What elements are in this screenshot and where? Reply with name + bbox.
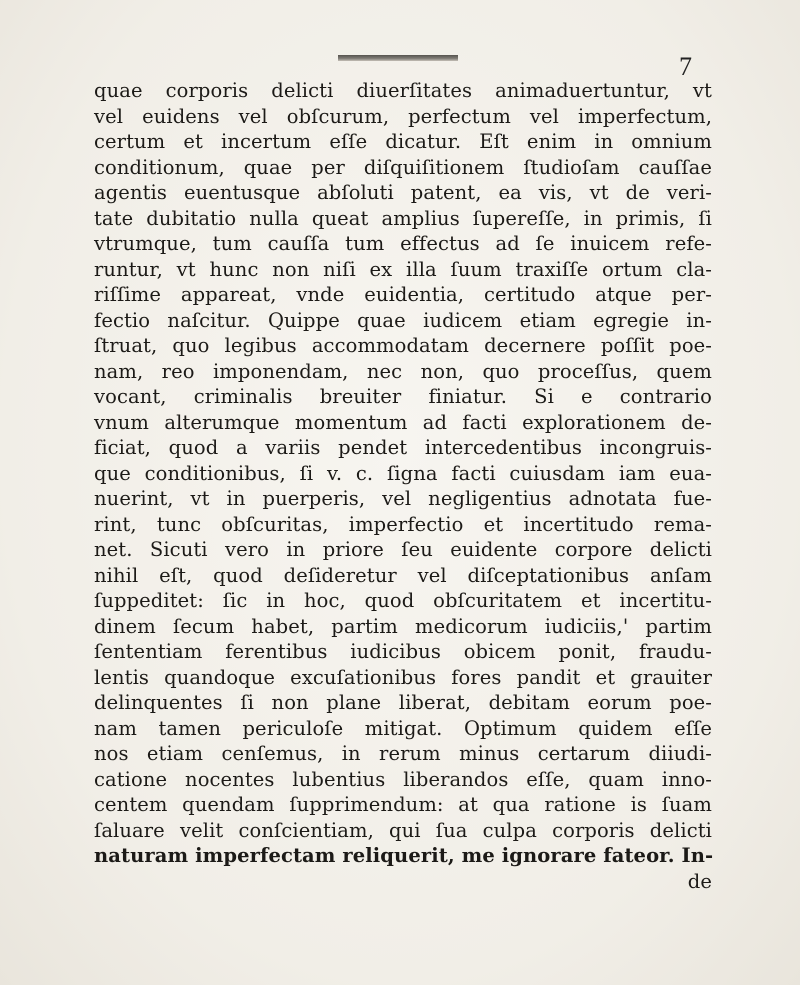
text-line: certum et incertum eſſe dicatur. Eſt enim in omnium — [94, 130, 712, 153]
text-line: tate dubitatio nulla queat amplius ſupereſſe, in primis, ſi — [94, 206, 712, 230]
text-line: runtur, vt hunc non niſi ex illa ſuum traxiſſe ortum cla- — [94, 257, 712, 281]
text-line: nihil eſt, quod deſideretur vel diſceptationibus anſam — [94, 563, 712, 587]
text-line: que conditionibus, ſi v. c. ſigna facti cuiusdam iam eua- — [94, 461, 712, 485]
text-line: net. Sicuti vero in priore ſeu euidente corpore delicti — [94, 538, 712, 561]
text-line: naturam imperfectam reliquerit, me ignorare fateor. In- — [94, 844, 714, 867]
text-line: fectio naſcitur. Quippe quae iudicem etiam egregie in- — [94, 308, 712, 332]
page-number: 7 — [679, 52, 692, 81]
text-line: vel euidens vel obſcurum, perfectum vel imperfectum, — [94, 104, 712, 128]
text-line: vnum alterumque momentum ad facti explorationem de- — [94, 410, 712, 434]
text-line: delinquentes ſi non plane liberat, debitam eorum poe- — [94, 691, 712, 714]
text-line: nam, reo imponendam, nec non, quo proceſſus, quem — [94, 359, 712, 383]
text-line: ſaluare velit conſcientiam, qui ſua culpa corporis delicti — [94, 818, 712, 842]
text-line: centem quendam ſupprimendum: at qua ratione is ſuam — [94, 793, 712, 816]
text-line: rint, tunc obſcuritas, imperfectio et incertitudo rema- — [94, 512, 712, 536]
text-line: lentis quandoque excuſationibus fores pandit et grauiter — [94, 665, 712, 689]
text-line: ſtruat, quo legibus accommodatam decernere poſſit poe- — [94, 334, 712, 357]
text-line: vtrumque, tum cauſſa tum effectus ad ſe inuicem refe- — [94, 232, 712, 255]
body-text — [94, 78, 712, 894]
text-line: vocant, criminalis breuiter finiatur. Si e contrario — [94, 385, 712, 408]
text-line: nuerint, vt in puerperis, vel negligentius adnotata fue- — [94, 487, 712, 510]
text-line: agentis euentusque abſoluti patent, ea vis, vt de veri- — [94, 181, 712, 204]
text-line: dinem ſecum habet, partim medicorum iudiciis,' partim — [94, 614, 712, 638]
text-line: nam tamen periculoſe mitigat. Optimum quidem eſſe — [94, 716, 712, 740]
header-rule — [338, 55, 458, 61]
text-line: conditionum, quae per diſquiſitionem ſtudioſam cauſſae — [94, 155, 712, 179]
text-line: ſententiam ferentibus iudicibus obicem ponit, fraudu- — [94, 640, 712, 663]
text-line: quae corporis delicti diuerſitates animaduertuntur, vt — [94, 79, 712, 102]
text-line: ficiat, quod a variis pendet intercedentibus incongruis- — [94, 436, 712, 459]
text-line: riſſime appareat, vnde euidentia, certitudo atque per- — [94, 283, 712, 306]
catchword: de — [687, 869, 712, 893]
text-line: catione nocentes lubentius liberandos eſſe, quam inno- — [94, 767, 712, 791]
text-line: nos etiam cenſemus, in rerum minus certarum diiudi- — [94, 742, 712, 765]
text-line: ſuppeditet: ſic in hoc, quod obſcuritatem et incertitu- — [94, 589, 712, 612]
